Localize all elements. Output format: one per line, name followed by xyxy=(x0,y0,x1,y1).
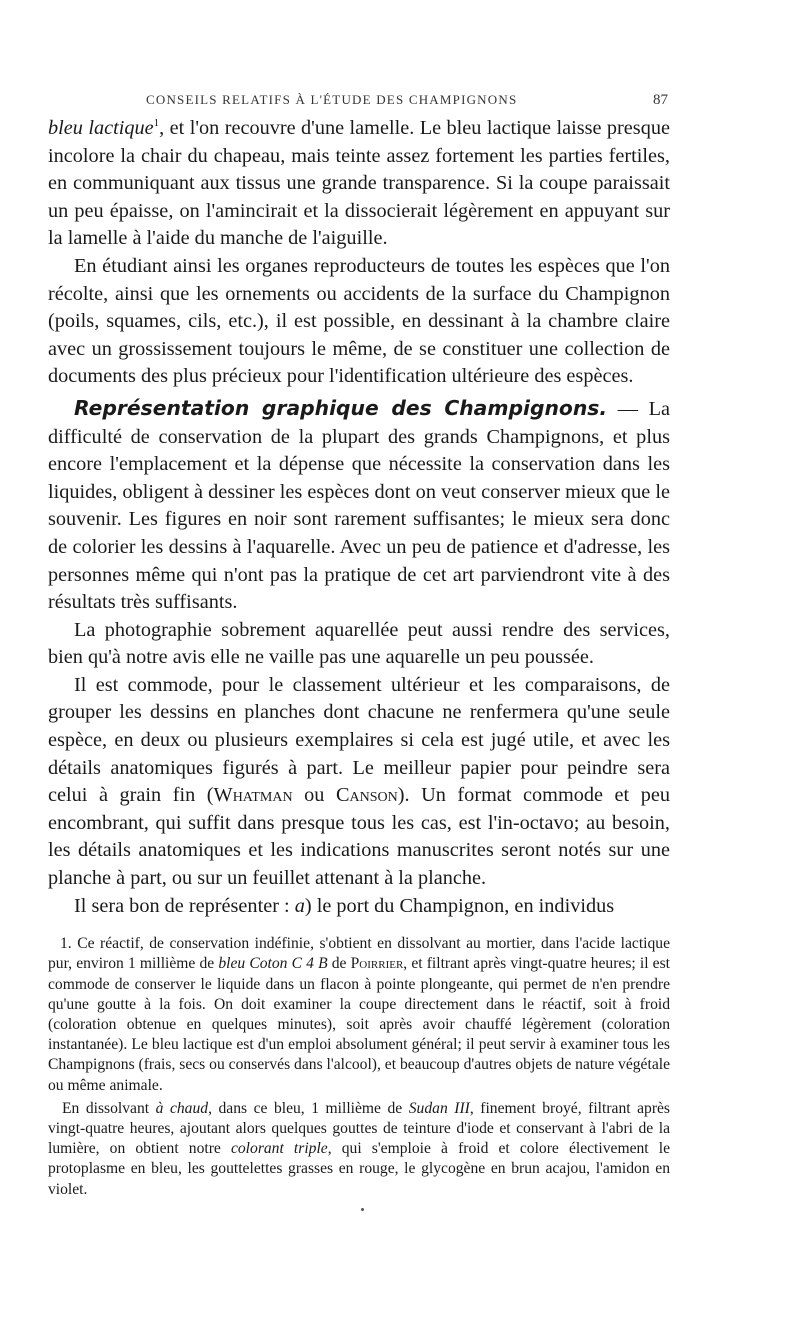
paragraph-5-text-b: ou xyxy=(292,784,336,807)
print-speck xyxy=(361,1208,364,1211)
footnote-2-italic-colorant-triple: colorant triple xyxy=(230,1140,328,1158)
footnote-number: 1. xyxy=(60,935,78,953)
paragraph-3 xyxy=(48,395,670,617)
list-item-a: a xyxy=(294,894,305,917)
paragraph-4: La photographie sobrement aquarellée peut aussi rendre des services, bien qu'à notre avis elle ne vaille pas une aquarelle un peu poussée. xyxy=(48,618,670,669)
footnote-1-text-c: , et filtrant après vingt-quatre heures; il est commode de conserver le liquide dans un flacon à pointe plongeante, qui permet de n'en prendre qu'une goutte à la fois. On doit examiner la coupe directement dans le réactif, soit à froid (coloration obtenue en quelques minutes), soit après avoir chauffé légèrement (coloration instantanée). Le bleu lactique est d'un emploi absolument général; il peut servir à examiner tous les Champignons (frais, secs ou conservés dans l'alcool), et beaucoup d'autres objets de nature végétale ou même animale. xyxy=(48,955,670,1094)
footnote-2-italic-sudan: Sudan III xyxy=(408,1099,470,1117)
paragraph-2: En étudiant ainsi les organes reproducteurs de toutes les espèces que l'on récolte, ainsi que les ornements ou accidents de la surface du Champignon (poils, squames, cils, etc.), il est possible, en dessinant à la chambre claire avec un grossissement toujours le même, de se constituer une collection de documents des plus précieux pour l'identification ultérieure des espèces. xyxy=(48,254,670,388)
paragraph-6-text-a: Il sera bon de représenter : xyxy=(74,894,295,917)
footnote-2-text-d: , qui s'emploie à froid et colore électivement le protoplasme en bleu, les gouttelettes grasses en rouge, le glycogène en brun acajou, l'amidon en violet. xyxy=(48,1140,670,1198)
paragraph-5-text-c: ). Un format commode et peu encombrant, qui suffit dans presque tous les cas, est l'in-octavo; au besoin, les détails anatomiques et les indications manuscrites seront notés sur une planche à part, ou sur un feuillet attenant à la planche. xyxy=(48,784,671,890)
footnote-ref-1: 1 xyxy=(153,117,160,130)
footnote-1-continuation xyxy=(48,1099,670,1200)
paragraph-5 xyxy=(48,672,670,893)
term-bleu-lactique: bleu lactique xyxy=(48,117,154,139)
footnote-1-text-b: de xyxy=(327,955,351,973)
footnote-1-text-a: Ce réactif, de conservation indéfinie, s'obtient en dissolvant au mortier, dans l'acide lactique pur, environ 1 millième de xyxy=(48,935,671,973)
page-number: 87 xyxy=(653,92,668,108)
running-title: CONSEILS RELATIFS À L'ÉTUDE DES CHAMPIGNONS xyxy=(146,92,518,107)
paragraph-1-text: , et l'on recouvre d'une lamelle. Le bleu lactique laisse presque incolore la chair du chapeau, mais teinte assez fortement les parties fertiles, en communiquant aux tissus une grande transparence. Si la coupe paraissait un peu épaisse, on l'amincirait et la dissocierait légèrement en appuyant sur la lamelle à l'aide du manche de l'aiguille. xyxy=(48,117,670,250)
paragraph-5-text-a: Il est commode, pour le classement ultérieur et les comparaisons, de grouper les dessins en planches dont chacune ne renfermera qu'une seule espèce, en deux ou plusieurs exemplaires si cela est jugé utile, et avec les détails anatomiques figurés à part. Le meilleur papier pour peindre sera celui à grain fin ( xyxy=(48,673,670,807)
book-page xyxy=(48,92,670,1200)
paragraph-6 xyxy=(48,893,670,921)
footnotes xyxy=(48,934,670,1200)
paragraph-6-text-b: ) le port du Champignon, en individus xyxy=(304,894,615,917)
footnote-2-text-c: , finement broyé, filtrant après vingt-quatre heures, ajoutant alors quelques gouttes de teinture d'iode et conservant à l'abri de la lumière, on obtient notre xyxy=(48,1099,670,1158)
paper-canson: Canson xyxy=(335,784,398,807)
paragraph-3-text: — La difficulté de conservation de la plupart des grands Champignons, et plus encore l'emplacement et la dépense que nécessite la conservation dans les liquides, obligent à dessiner les espèces dont on veut conserver mieux que le souvenir. Les figures en noir sont rarement suffisantes; le mieux sera donc de colorier les dessins à l'aquarelle. Avec un peu de patience et d'adresse, les personnes même qui n'ont pas la pratique de cet art parviendront vite à des résultats très suffisants. xyxy=(48,397,670,614)
footnote-1-poirrier: Poirrier xyxy=(350,955,404,973)
footnote-1-italic-bleu-coton: bleu Coton C 4 B xyxy=(218,955,328,973)
running-header xyxy=(146,92,670,109)
paragraph-1 xyxy=(48,115,670,253)
footnote-1 xyxy=(48,934,670,1096)
paper-whatman: Whatman xyxy=(213,784,293,807)
footnote-2-text-a: En dissolvant xyxy=(62,1099,156,1117)
footnote-2-text-b: , dans ce bleu, 1 millième de xyxy=(208,1099,409,1117)
section-title: Représentation graphique des Champignons. xyxy=(74,395,608,420)
footnote-2-italic-a-chaud: à chaud xyxy=(155,1099,209,1117)
